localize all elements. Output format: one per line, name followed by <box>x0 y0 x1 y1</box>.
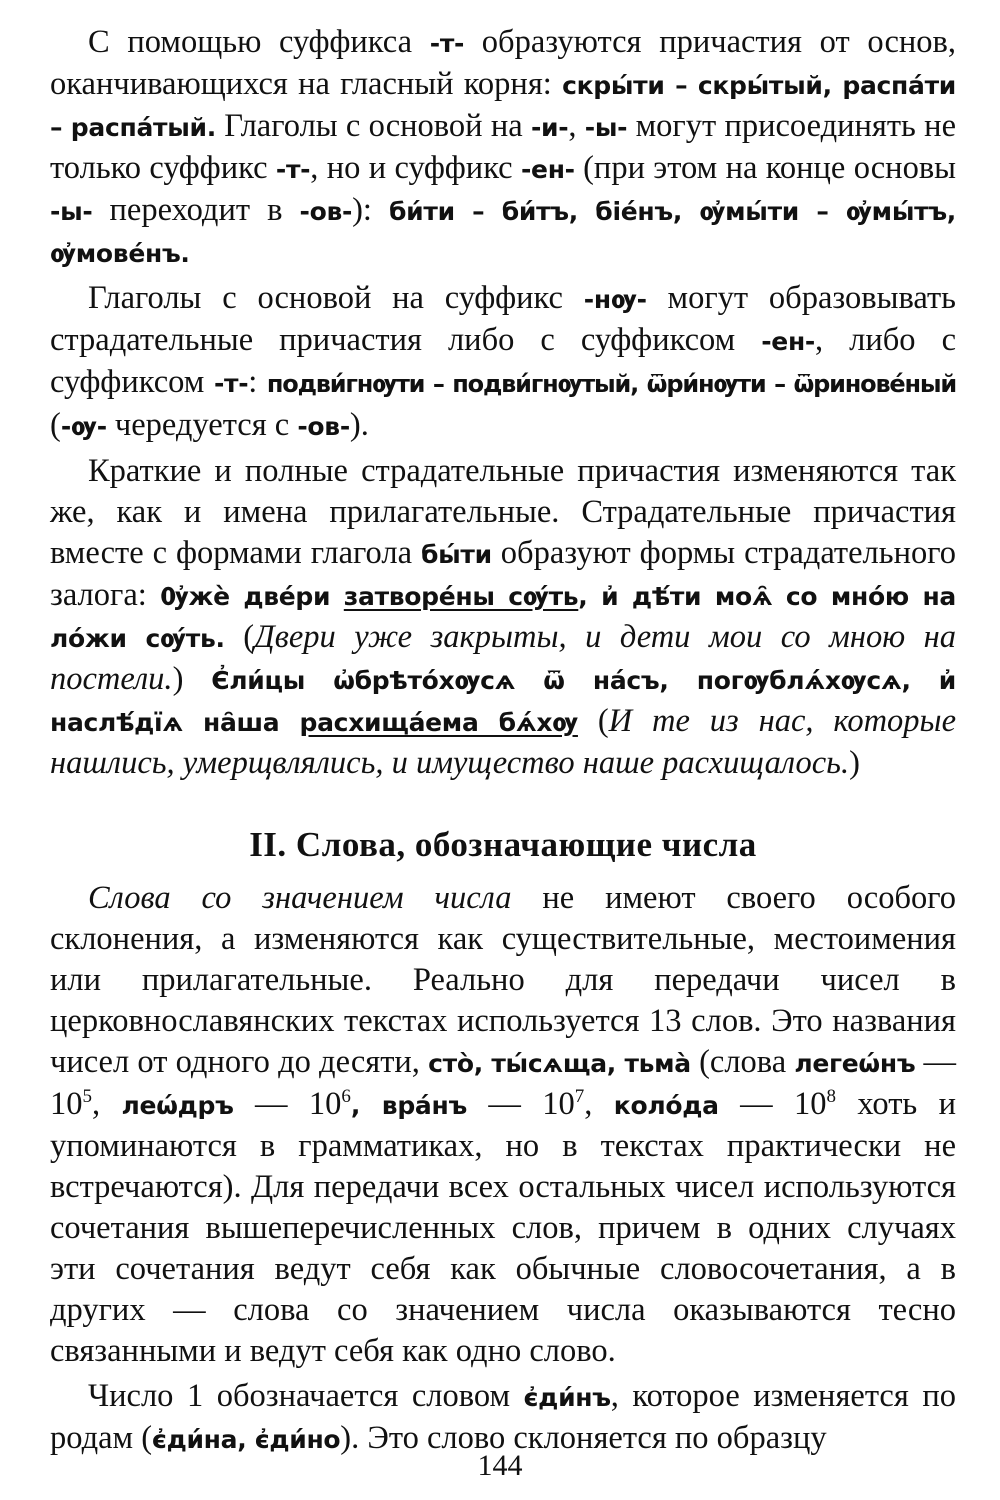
translation: Двери уже закрыты, и дети мои со мною на постели. <box>50 619 956 697</box>
slavonic-text: -ы- <box>584 113 628 142</box>
text: , <box>92 1086 122 1122</box>
slavonic-example: є҆ди́на, є҆ди́но <box>152 1425 341 1454</box>
slavonic-text: , вра́нъ <box>350 1091 467 1120</box>
slavonic-text: -ов- <box>299 197 353 226</box>
exponent: 5 <box>82 1086 92 1108</box>
translation: И те из нас, которые нашлись, умерщвлялись, и имущество наше расхищалось. <box>50 703 956 781</box>
slavonic-text: -ен- <box>761 327 815 356</box>
text: Число 1 обозначается словом <box>88 1378 524 1414</box>
text: могут образовывать страдательные причастия либо с суффиксом <box>50 280 957 358</box>
term: Слова со значением числа <box>88 880 512 916</box>
exponent: 8 <box>826 1086 836 1108</box>
slavonic-example: би́ти – би́тъ, біе́нъ, ѹ҆мы́ти – ѹ҆мы́тъ, ѹ҆мове́нъ. <box>50 197 956 268</box>
slavonic-example: Є҆ли́цы ѡ҆брѣто́хѹсѧ ѿ на́съ, погѹблѧ́хѹсѧ, и҆ наслѣ́дїѧ на̑ша <box>50 666 956 737</box>
text: , которое изменяется по родам ( <box>50 1378 956 1456</box>
text: Краткие и полные страдательные причастия изменяются так же, как и имена прилагательные. Страдательные причастия вместе с формами глагола <box>50 453 956 571</box>
text: — 10 <box>50 1044 957 1122</box>
slavonic-text: легеѡ́нъ <box>794 1049 916 1078</box>
text: хоть и упоминаются в грамматиках, но в текстах практически не встречаются). Для передачи всех остальных чисел используются сочетания вышеперечисленных слов, причем в одних случаях эти сочетания ведут себя как обычные словосочетания, а в других — слова со значением числа оказываются тесно связанными и ведут себя как одно слово. <box>50 1086 957 1369</box>
slavonic-text: бы́ти <box>420 540 492 569</box>
slavonic-text: -т- <box>275 155 311 184</box>
slavonic-text: коло́да <box>613 1091 719 1120</box>
book-page <box>50 22 956 1460</box>
slavonic-example: скры́ти – скры́тый, распа́ти – распа́тый. <box>50 71 957 142</box>
slavonic-example: сто̀, ты́сѧща, тьма̀ <box>428 1049 691 1078</box>
text: ) <box>172 661 212 697</box>
text: ( <box>50 407 61 443</box>
slavonic-text: леѡ́дръ <box>121 1091 234 1120</box>
slavonic-example-underlined: расхища́ема бѧ́хѹ <box>299 708 578 737</box>
slavonic-text: -ѹ- <box>60 412 107 441</box>
paragraph-suffix-t <box>50 22 956 274</box>
slavonic-example-underlined: затворе́ны сѹ́ть <box>343 582 579 611</box>
text: Глаголы с основой на суффикс <box>88 280 584 316</box>
text: ): <box>352 192 390 228</box>
text: образуют формы страдательного залога: <box>50 535 956 613</box>
slavonic-text: -ен- <box>520 155 575 184</box>
section-title: II. Слова, обозначающие числа <box>249 825 757 864</box>
text: , <box>568 108 585 144</box>
text: , либо с суффиксом <box>50 322 956 400</box>
text: ) <box>849 745 860 781</box>
text: , но и суффикс <box>310 150 521 186</box>
slavonic-text: -ов- <box>297 412 350 441</box>
text: ( <box>577 703 609 739</box>
text: образуются причастия от основ, оканчивающихся на гласный корня: <box>50 24 956 102</box>
slavonic-text: -и- <box>530 113 569 142</box>
text: ). Это слово склоняется по образцу <box>340 1420 827 1456</box>
exponent: 7 <box>574 1086 585 1108</box>
text: Глаголы с основой на <box>215 108 531 144</box>
slavonic-text: є҆ди́нъ <box>523 1383 611 1412</box>
text: — 10 <box>718 1086 827 1122</box>
text: переходит в <box>92 192 300 228</box>
slavonic-text: -нѹ- <box>583 285 647 314</box>
paragraph-suffix-nu <box>50 278 956 447</box>
slavonic-example: подви́гнѹти – подви́гнѹтый, ѿри́нѹти – ѿринове́ный <box>266 370 957 398</box>
slavonic-text: -т- <box>429 29 465 58</box>
slavonic-text: -ы- <box>50 197 93 226</box>
text: , <box>584 1086 614 1122</box>
text: ). <box>349 407 369 443</box>
page-number: 144 <box>477 1449 523 1482</box>
slavonic-text: -т- <box>213 369 249 398</box>
slavonic-example: , и҆ дѣ́ти моѧ̑ со мно́ю на ло́жи сѹ́ть. <box>50 582 956 653</box>
text: (слова <box>690 1044 795 1080</box>
text: не имеют своего особого склонения, а изменяются как существительные, местоимения или прилагательные. Реально для передачи чисел в церковнославянских текстах используется 13 слов. Это названия чисел от одного до десяти, <box>50 880 956 1080</box>
text: (при этом на конце основы <box>574 150 957 186</box>
text: — 10 <box>466 1086 575 1122</box>
slavonic-example: Ѹ҆жѐ две́ри <box>160 582 344 611</box>
text: ( <box>224 619 255 655</box>
paragraph-numerals <box>50 878 956 1372</box>
paragraph-passive-participles <box>50 451 956 784</box>
exponent: 6 <box>341 1086 351 1108</box>
text: могут присоединять не только суффикс <box>50 108 956 186</box>
text: : <box>248 364 267 400</box>
text: — 10 <box>233 1086 342 1122</box>
text: чередуется с <box>106 407 298 443</box>
text: С помощью суффикса <box>88 24 430 60</box>
